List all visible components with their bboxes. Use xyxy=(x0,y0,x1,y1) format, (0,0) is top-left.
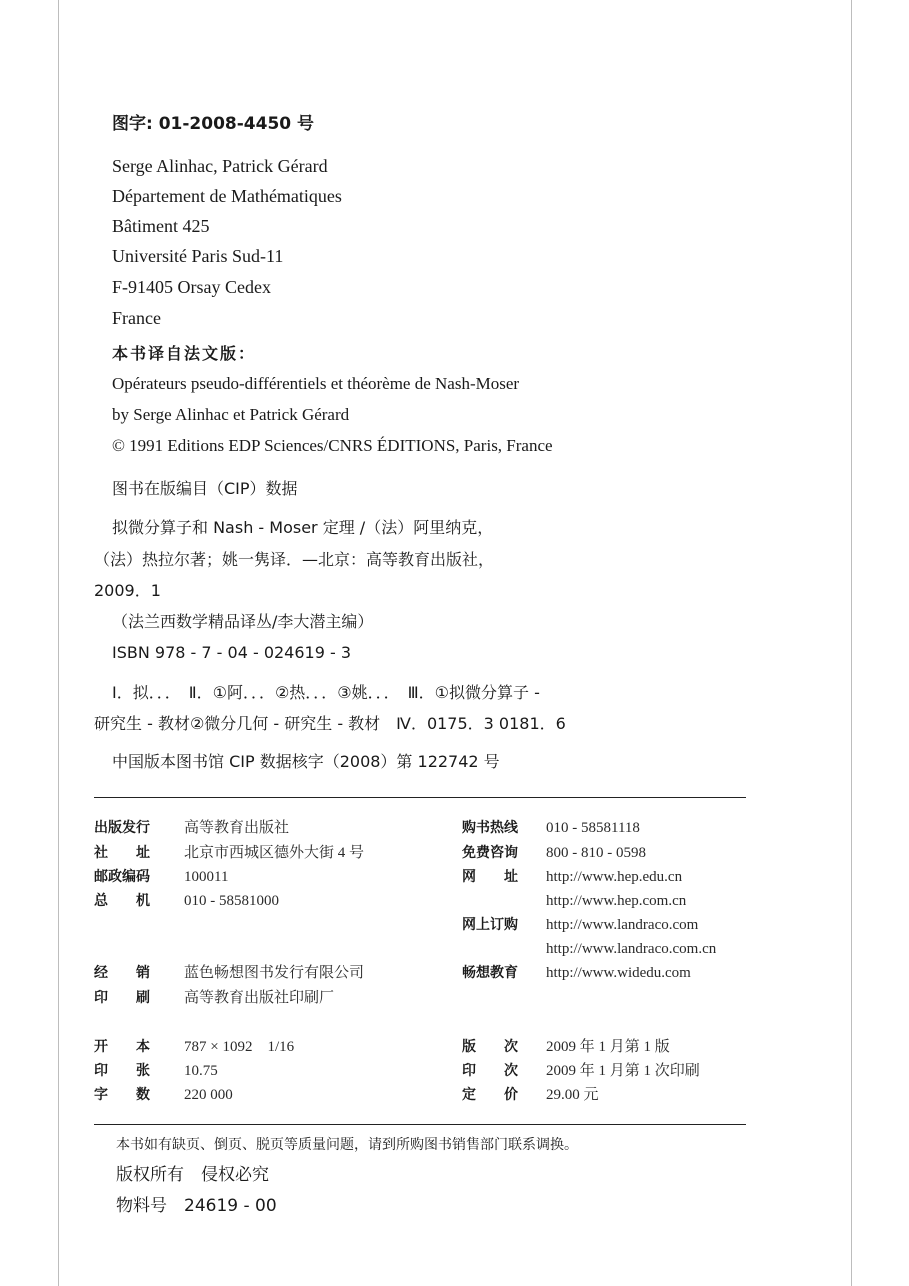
cip-line: 拟微分算子和 Nash - Moser 定理 /（法）阿里纳克， xyxy=(112,518,494,537)
postcode-value: 100011 xyxy=(184,869,229,885)
widedu-value: http://www.widedu.com xyxy=(546,965,691,981)
address-line: Département de Mathématiques xyxy=(112,186,342,206)
distributor-value: 蓝色畅想图书发行有限公司 xyxy=(184,965,365,981)
hotline-label: 购书热线 xyxy=(462,820,518,836)
printer-value: 高等教育出版社印刷厂 xyxy=(184,990,335,1006)
divider-top xyxy=(94,797,746,798)
address-line: France xyxy=(112,308,161,328)
address-line: Bâtiment 425 xyxy=(112,216,210,236)
edition-label: 版 次 xyxy=(462,1039,518,1055)
website-value: http://www.hep.com.cn xyxy=(546,893,687,909)
website-value: http://www.hep.edu.cn xyxy=(546,869,683,885)
cip-number: 中国版本图书馆 CIP 数据核字（2008）第 122742 号 xyxy=(112,752,500,771)
material-number: 物料号 24619 - 00 xyxy=(116,1196,277,1216)
original-edition-line: Opérateurs pseudo-différentiels et théorème de Nash-Moser xyxy=(112,374,520,393)
online-order-value: http://www.landraco.com xyxy=(546,917,699,933)
edition-value: 2009 年 1 月第 1 版 xyxy=(546,1039,670,1055)
cip-line: 2009．1 xyxy=(94,581,161,600)
registration-number: 图字: 01-2008-4450 号 xyxy=(112,114,315,134)
website-label: 网 址 xyxy=(462,869,518,885)
printing-value: 2009 年 1 月第 1 次印刷 xyxy=(546,1063,700,1079)
cip-heading: 图书在版编目（CIP）数据 xyxy=(112,479,298,498)
cip-line: （法兰西数学精品译丛/李大潜主编） xyxy=(112,612,374,631)
free-consult-value: 800 - 810 - 0598 xyxy=(546,845,646,861)
sheets-value: 10.75 xyxy=(184,1063,218,1079)
price-value: 29.00 元 xyxy=(546,1087,599,1103)
distributor-label: 经 销 xyxy=(94,965,150,981)
sheets-label: 印 张 xyxy=(94,1063,150,1079)
postcode-label: 邮政编码 xyxy=(94,869,150,885)
format-value: 787 × 1092 1/16 xyxy=(184,1039,295,1055)
address-line: Université Paris Sud-11 xyxy=(112,246,284,266)
switchboard-value: 010 - 58581000 xyxy=(184,893,279,909)
cip-line: ISBN 978 - 7 - 04 - 024619 - 3 xyxy=(112,643,352,662)
address-line: F-91405 Orsay Cedex xyxy=(112,277,271,297)
widedu-label: 畅想教育 xyxy=(462,965,518,981)
online-order-label: 网上订购 xyxy=(462,917,518,933)
page-left-edge xyxy=(58,0,59,1286)
cip-line: 研究生 - 教材②微分几何 - 研究生 - 教材 Ⅳ．0175．3 0181．6 xyxy=(94,714,566,733)
online-order-value: http://www.landraco.com.cn xyxy=(546,941,717,957)
free-consult-label: 免费咨询 xyxy=(462,845,518,861)
original-edition-line: by Serge Alinhac et Patrick Gérard xyxy=(112,405,350,424)
publisher-label: 出版发行 xyxy=(94,820,150,836)
address-line: Serge Alinhac, Patrick Gérard xyxy=(112,156,328,176)
publisher-value: 高等教育出版社 xyxy=(184,820,290,836)
page-right-edge xyxy=(851,0,852,1286)
address-label: 社 址 xyxy=(94,845,150,861)
switchboard-label: 总 机 xyxy=(94,893,150,909)
hotline-value: 010 - 58581118 xyxy=(546,820,640,836)
address-value: 北京市西城区德外大街 4 号 xyxy=(184,845,365,861)
format-label: 开 本 xyxy=(94,1039,150,1055)
divider-bottom xyxy=(94,1124,746,1125)
original-edition-line: © 1991 Editions EDP Sciences/CNRS ÉDITIONS, Paris, France xyxy=(112,436,553,455)
printer-label: 印 刷 xyxy=(94,990,150,1006)
printing-label: 印 次 xyxy=(462,1063,518,1079)
translated-from-label: 本书译自法文版： xyxy=(112,344,257,363)
copyright-notice: 版权所有 侵权必究 xyxy=(116,1165,269,1185)
quality-notice: 本书如有缺页、倒页、脱页等质量问题，请到所购图书销售部门联系调换。 xyxy=(116,1137,578,1153)
cip-line: Ⅰ．拟．．． Ⅱ．①阿．．．②热．．．③姚．．． Ⅲ．①拟微分算子 - xyxy=(112,683,540,702)
cip-line: （法）热拉尔著；姚一隽译．—北京：高等教育出版社， xyxy=(94,550,495,569)
word-count-label: 字 数 xyxy=(94,1087,150,1103)
price-label: 定 价 xyxy=(462,1087,518,1103)
word-count-value: 220 000 xyxy=(184,1087,233,1103)
